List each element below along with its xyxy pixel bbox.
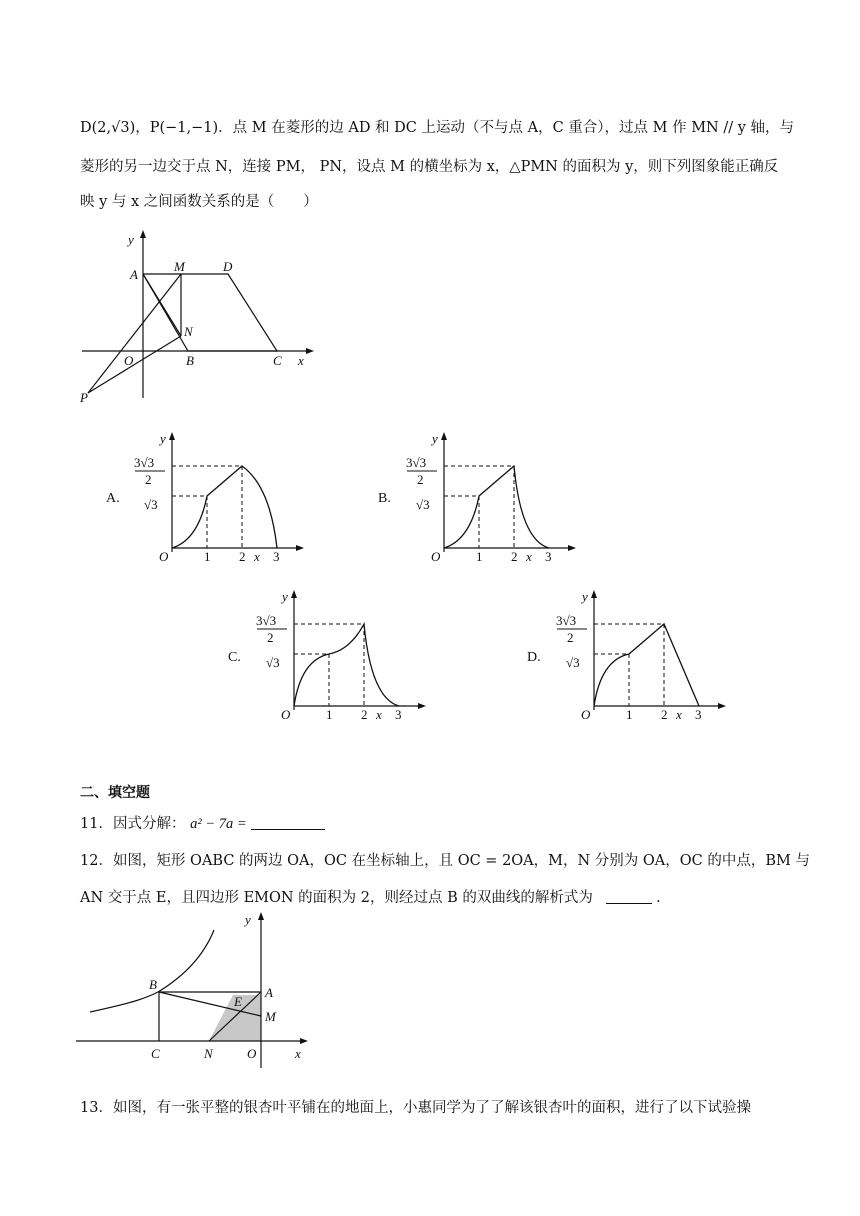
q10-line1-a: D(2,√3)，P(−1,−1)．点 (80, 120, 248, 136)
q12-fig-y: y (245, 912, 251, 927)
q12-fig-O: O (247, 1046, 257, 1061)
fig-label-N: N (184, 324, 193, 339)
ymid-label: √3 (266, 655, 280, 670)
option-d-label: D. (527, 650, 541, 665)
q12-fig-x: x (295, 1046, 301, 1061)
fig-label-P: P (80, 390, 88, 405)
fig-label-D: D (223, 259, 233, 274)
q12-fig-A: A (265, 985, 273, 1000)
q13-number: 13． (80, 1100, 113, 1116)
ymax-numerator: 3√3 (256, 613, 277, 628)
graph-label-y: y (282, 589, 288, 604)
option-c-graph (254, 588, 429, 723)
fig-label-M: M (174, 259, 185, 274)
ymax-numerator: 3√3 (556, 613, 577, 628)
q10-line1 (80, 116, 794, 137)
option-b-label: B. (378, 491, 391, 506)
option-a-label: A. (106, 491, 120, 506)
tick-3: 3 (695, 707, 702, 722)
option-b-graph (404, 430, 579, 565)
option-a-graph (132, 430, 307, 565)
tick-3: 3 (273, 549, 280, 564)
tick-1: 1 (326, 707, 333, 722)
option-d-graph (554, 588, 729, 723)
q12-fig-C: C (151, 1046, 160, 1061)
q12-fig-N: N (204, 1046, 213, 1061)
fig-label-x: x (298, 353, 304, 368)
q11-text: 因式分解： (112, 816, 186, 832)
q12-answer-blank[interactable] (606, 903, 652, 904)
q12-fig-M: M (265, 1009, 276, 1024)
tick-3: 3 (545, 549, 552, 564)
tick-2: 2 (661, 707, 668, 722)
graph-label-y: y (432, 431, 438, 446)
q10-line3: 映 y 与 x 之间函数关系的是（ ） (80, 194, 318, 210)
tick-2: 2 (511, 549, 518, 564)
graph-label-y: y (582, 589, 588, 604)
q12-number: 12． (80, 853, 113, 869)
function-curve (172, 466, 277, 548)
graph-label-o: O (581, 707, 591, 722)
ymax-denominator: 2 (417, 472, 424, 487)
q12-line1 (80, 849, 810, 870)
graph-label-o: O (281, 707, 291, 722)
q12-fig-E: E (234, 994, 242, 1009)
tick-2: 2 (361, 707, 368, 722)
fig-label-A: A (130, 267, 138, 282)
function-curve (294, 624, 399, 706)
ymid-label: √3 (566, 655, 580, 670)
ymax-numerator: 3√3 (406, 455, 427, 470)
fig-label-O: O (124, 353, 134, 368)
function-curve (594, 624, 699, 706)
graph-label-x: x (254, 549, 260, 564)
q12-end: ． (656, 890, 671, 906)
q12-line2 (80, 886, 671, 907)
fig-label-y: y (128, 232, 134, 247)
q10-line1-b: M 在菱形的边 AD 和 DC 上运动（不与点 A，C 重合），过点 M 作 MN // y 轴，与 (251, 120, 795, 136)
q10-line2: 菱形的另一边交于点 N，连接 PM， PN，设点 M 的横坐标为 x，△PMN 的面积为 y，则下列图象能正确反 (80, 159, 779, 175)
q13-line (80, 1096, 751, 1117)
option-c-label: C. (228, 650, 241, 665)
hyperbola-figure (76, 910, 316, 1070)
tick-1: 1 (476, 549, 483, 564)
q12-text2: AN 交于点 E，且四边形 EMON 的面积为 2，则经过点 B 的双曲线的解析式为 (80, 890, 593, 906)
graph-label-o: O (431, 549, 441, 564)
q11-line (80, 812, 325, 833)
tick-2: 2 (239, 549, 246, 564)
graph-label-y: y (160, 431, 166, 446)
ymax-denominator: 2 (267, 630, 274, 645)
q11-expr: a² − 7a = (190, 816, 247, 832)
ymid-label: √3 (416, 497, 430, 512)
section-title: 二、填空题 (80, 785, 150, 801)
tick-3: 3 (395, 707, 402, 722)
graph-label-o: O (159, 549, 169, 564)
fig-label-B: B (186, 353, 194, 368)
graph-label-x: x (376, 707, 382, 722)
tick-1: 1 (204, 549, 211, 564)
rhombus-figure (78, 228, 318, 408)
q13-text: 如图，有一张平整的银杏叶平铺在的地面上，小惠同学为了了解该银杏叶的面积，进行了以下试验操 (112, 1100, 751, 1116)
tick-1: 1 (626, 707, 633, 722)
q11-number: 11． (80, 816, 113, 832)
q12-fig-B: B (149, 977, 157, 992)
ymax-numerator: 3√3 (134, 455, 155, 470)
q12-text1: 如图，矩形 OABC 的两边 OA，OC 在坐标轴上，且 OC = 2OA，M，N 分别为 OA，OC 的中点，BM 与 (112, 853, 810, 869)
graph-label-x: x (526, 549, 532, 564)
function-curve (444, 466, 549, 548)
q11-answer-blank[interactable] (251, 829, 325, 830)
graph-label-x: x (676, 707, 682, 722)
fig-label-C: C (273, 353, 282, 368)
ymax-denominator: 2 (145, 472, 152, 487)
ymax-denominator: 2 (567, 630, 574, 645)
ymid-label: √3 (144, 497, 158, 512)
